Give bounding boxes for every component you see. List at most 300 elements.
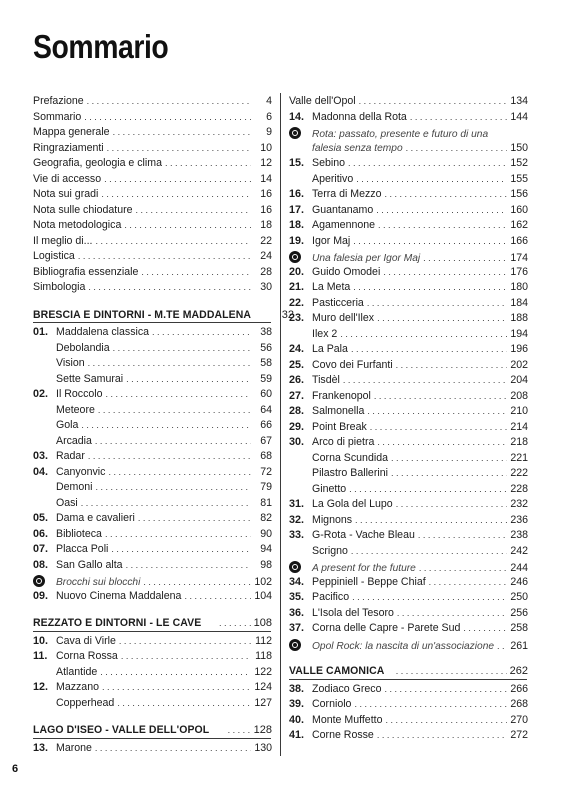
entry-number: 23. [289,312,305,324]
toc-entry[interactable] [289,265,528,281]
toc-entry[interactable] [289,513,528,529]
toc-entry[interactable] [33,280,272,296]
rope-badge-icon [289,127,301,139]
toc-entry[interactable] [289,358,528,374]
entry-label: Demoni [56,481,93,493]
toc-entry[interactable] [289,296,528,312]
toc-entry[interactable] [289,606,528,622]
entry-label: La Gola del Lupo [312,498,393,510]
entry-page: 196 [510,343,528,355]
dot-leader [121,649,251,665]
entry-page: 68 [260,450,272,462]
toc-entry[interactable] [289,311,528,327]
toc-entry[interactable] [289,637,528,653]
toc-entry[interactable] [33,249,272,265]
dot-leader [354,697,507,713]
toc-entry[interactable] [33,665,272,681]
entry-number: 35. [289,591,305,603]
dot-leader [117,696,251,712]
dot-leader [138,511,251,527]
toc-entry[interactable] [33,172,272,188]
toc-entry[interactable] [33,434,272,450]
entry-number: 12. [33,681,49,693]
entry-label: Maddalena classica [56,326,150,338]
dot-leader [351,342,507,358]
entry-page: 268 [510,698,528,710]
dot-leader [101,187,251,203]
entry-page: 160 [510,203,528,216]
entry-page: 16 [260,203,272,216]
toc-entry[interactable] [289,482,528,498]
toc-entry[interactable] [289,544,528,560]
entry-label: G-Rota - Vache Bleau [312,529,415,541]
dot-leader [95,741,251,757]
entry-page: 22 [260,234,272,247]
toc-entry-continuation[interactable] [289,141,528,157]
entry-page: 118 [255,650,272,662]
entry-label: Igor Maj [312,234,351,247]
entry-label: Agamennone [312,219,376,231]
entry-page: 228 [510,482,528,495]
toc-entry[interactable] [289,497,528,513]
entry-label: Prefazione [33,95,84,107]
toc-entry[interactable] [289,234,528,250]
entry-label: Scrigno [312,544,348,557]
entry-number: 20. [289,265,305,278]
toc-entry[interactable] [33,496,272,512]
entry-page: 250 [510,591,528,603]
entry-page: 16 [260,188,272,200]
toc-entry[interactable] [33,634,272,650]
toc-entry[interactable] [289,713,528,729]
entry-page: 67 [260,434,272,447]
entry-label: Corniolo [312,698,352,710]
entry-page: 127 [254,696,272,709]
entry-page: 272 [510,729,528,741]
entry-page: 104 [254,589,272,602]
entry-number: 09. [33,589,49,602]
dot-leader [374,389,507,405]
entry-page: 222 [510,467,528,479]
entry-page: 9 [266,126,272,138]
toc-entry[interactable] [33,511,272,527]
dot-leader [104,172,251,188]
entry-page: 58 [260,357,272,369]
entry-number: 14. [289,110,305,123]
dot-leader [377,728,507,744]
entry-label: Nota sulle chiodature [33,203,133,216]
entry-label: Brocchi sui blocchi [56,577,141,588]
entry-page: 188 [510,312,528,324]
dot-leader [219,616,251,632]
entry-number: 33. [289,529,305,541]
entry-label: San Gallo alta [56,558,123,571]
dot-leader [353,234,507,250]
section-gap [33,296,272,308]
entry-page: 28 [260,265,272,278]
entry-number: 15. [289,157,305,169]
entry-number: 19. [289,234,305,247]
toc-entry[interactable] [33,649,272,665]
toc-entry[interactable] [289,327,528,343]
entry-number: 17. [289,203,305,216]
entry-page: 90 [260,527,272,540]
toc-entry[interactable] [289,156,528,172]
dot-leader [397,606,507,622]
entry-page: 246 [510,575,528,588]
entry-number: 18. [289,219,305,231]
entry-label: Point Break [312,420,367,433]
entry-label: Oasi [56,496,78,509]
dot-leader [359,94,507,110]
toc-entry[interactable] [33,218,272,234]
toc-entry[interactable] [289,203,528,219]
dot-leader [228,723,251,739]
entry-page: 134 [510,95,528,107]
dot-leader [88,280,251,296]
toc-entry[interactable] [289,728,528,744]
toc-entry[interactable] [33,680,272,696]
entry-page: 59 [260,372,272,385]
entry-page: 238 [510,529,528,541]
entry-page: 10 [260,141,272,154]
section-gap [33,711,272,723]
entry-label: Ringraziamenti [33,141,104,154]
toc-entry[interactable] [33,403,272,419]
entry-number: 41. [289,729,305,741]
entry-label: LAGO D'ISEO - VALLE DELL'OPOL [33,724,210,736]
entry-page: 204 [510,374,528,386]
toc-entry[interactable] [289,110,528,126]
entry-number: 13. [33,741,49,754]
entry-page: 266 [510,682,528,695]
toc-entry[interactable] [289,187,528,203]
rope-badge-icon [33,575,45,587]
entry-label: Guantanamo [312,203,374,216]
toc-entry[interactable] [33,265,272,281]
entry-label: Simbologia [33,281,86,293]
toc-entry[interactable] [289,342,528,358]
toc-entry[interactable] [289,590,528,606]
entry-number: 11. [33,650,48,662]
toc-section[interactable] [289,664,528,680]
entry-label: La Meta [312,281,351,293]
entry-label: Gola [56,419,79,431]
toc-section[interactable] [33,723,272,739]
entry-label: L'Isola del Tesoro [312,606,394,619]
toc-column-right [289,94,528,744]
entry-page: 102 [254,576,272,588]
entry-label: Vision [56,357,85,369]
toc-entry[interactable] [33,110,272,126]
entry-page: 81 [260,496,272,509]
entry-label: Copperhead [56,696,115,709]
entry-number: 30. [289,436,305,448]
dot-leader [348,156,507,172]
dot-leader [418,528,507,544]
toc-entry[interactable] [289,389,528,405]
entry-label: Corna delle Capre - Parete Sud [312,622,461,634]
dot-leader [367,296,507,312]
dot-leader [396,664,507,680]
toc-entry[interactable] [33,341,272,357]
entry-page: 108 [253,617,272,629]
toc-entry[interactable] [289,528,528,544]
dot-leader [108,465,251,481]
toc-entry[interactable] [289,172,528,188]
entry-label: Pasticceria [312,296,364,309]
entry-number: 02. [33,388,49,400]
entry-label: Canyonvic [56,465,106,478]
toc-entry[interactable] [289,218,528,234]
dot-leader [105,527,251,543]
toc-entry[interactable] [289,621,528,637]
dot-leader [383,265,507,281]
entry-page: 64 [260,403,272,416]
entry-label-continuation: falesia senza tempo [312,142,403,154]
entry-marker [289,637,312,655]
toc-column-left [33,94,295,756]
entry-page: 244 [510,562,528,574]
entry-label: Peppiniell - Beppe Chiaf [312,575,426,588]
entry-page: 184 [510,296,528,309]
entry-number: 36. [289,606,305,619]
entry-label: Geografia, geologia e clima [33,157,162,169]
toc-entry[interactable] [33,527,272,543]
dot-leader [95,434,251,450]
entry-number: 03. [33,450,49,462]
dot-leader [352,590,507,606]
toc-entry[interactable] [289,466,528,482]
entry-number: 27. [289,389,305,402]
entry-label: Placca Poli [56,543,109,555]
toc-entry[interactable] [289,559,528,575]
entry-number: 28. [289,405,305,417]
entry-number: 08. [33,558,49,571]
entry-label: Biblioteca [56,527,102,540]
entry-label: Cava di Virle [56,634,116,647]
entry-page: 270 [510,713,528,726]
entry-page: 155 [510,172,528,185]
toc-entry[interactable] [289,373,528,389]
toc-entry[interactable] [289,420,528,436]
toc-entry[interactable] [33,449,272,465]
entry-label: Il Roccolo [56,388,103,400]
dot-leader [81,418,251,434]
dot-leader [88,356,251,372]
dot-leader [119,634,251,650]
toc-entry[interactable] [33,187,272,203]
entry-label: Muro dell'Ilex [312,312,375,324]
entry-page: 56 [260,341,272,354]
entry-label: Arco di pietra [312,436,375,448]
dot-leader [107,141,251,157]
toc-entry[interactable] [33,573,272,589]
entry-page: 162 [510,219,528,231]
entry-page: 261 [510,639,528,652]
entry-page: 12 [260,157,272,169]
entry-label: Frankenopol [312,389,371,402]
toc-entry[interactable] [33,741,272,757]
toc-entry[interactable] [33,156,272,172]
dot-leader [356,172,507,188]
entry-label: VALLE CAMONICA [289,665,385,677]
column-divider [280,93,281,756]
entry-label: Aperitivo [312,172,354,185]
toc-entry[interactable] [289,404,528,420]
entry-number: 34. [289,575,305,588]
toc-entry[interactable] [289,682,528,698]
toc-entry[interactable] [289,249,528,265]
entry-label: Vie di accesso [33,172,102,185]
entry-label: Pacifico [312,591,350,603]
entry-number: 10. [33,634,49,647]
dot-leader [396,358,507,374]
toc-entry[interactable] [33,125,272,141]
entry-page: 242 [510,544,528,557]
toc-entry[interactable] [33,372,272,388]
entry-page: 4 [266,95,272,107]
toc-entry[interactable] [289,451,528,467]
entry-number: 38. [289,682,305,695]
toc-entry[interactable] [33,203,272,219]
entry-number: 22. [289,296,305,309]
toc-entry[interactable] [33,480,272,496]
dot-leader [96,480,251,496]
entry-label: Mignons [312,513,353,526]
entry-page: 221 [510,451,528,464]
toc-entry[interactable] [33,94,272,110]
entry-page: 262 [509,665,528,677]
toc-entry[interactable] [33,558,272,574]
section-gap [33,604,272,616]
dot-leader [396,497,507,513]
toc-entry[interactable] [33,542,272,558]
toc-entry[interactable] [33,356,272,372]
toc-section[interactable] [33,616,272,632]
dot-leader [84,110,251,126]
toc-entry[interactable] [33,234,272,250]
entry-page: 30 [260,281,272,293]
entry-label: Nota metodologica [33,219,122,231]
rope-badge-icon [289,251,301,263]
dot-leader [87,94,251,110]
entry-number: 16. [289,188,305,200]
entry-page: 38 [260,326,272,338]
page-title: Sommario [33,28,169,65]
entry-label: Una falesia per Igor Maj [312,253,421,264]
entry-label: Corna Rossa [56,650,118,662]
dot-leader [370,420,507,436]
entry-page: 176 [510,265,528,278]
dot-leader [384,682,507,698]
entry-number: 25. [289,358,305,371]
toc-section[interactable] [33,308,295,324]
entry-page: 6 [266,110,272,123]
entry-label: REZZATO E DINTORNI - LE CAVE [33,617,202,629]
toc-entry[interactable] [33,325,272,341]
dot-leader [184,589,251,605]
entry-label: Ilex 2 [312,327,338,340]
dot-leader [152,325,251,341]
dot-leader [102,680,251,696]
entry-page: 152 [510,157,528,169]
dot-leader [113,341,251,357]
entry-label: A present for the future [312,563,416,574]
entry-label: Pilastro Ballerini [312,467,388,479]
toc-entry[interactable] [289,435,528,451]
entry-label: Covo dei Furfanti [312,358,393,371]
entry-label: Dama e cavalieri [56,512,135,524]
entry-page: 98 [260,558,272,571]
entry-page: 82 [260,512,272,524]
entry-label: Opol Rock: la nascita di un'associazione [312,640,495,652]
entry-label: Radar [56,450,85,462]
toc-entry[interactable] [289,697,528,713]
entry-page: 130 [254,741,272,754]
toc-entry[interactable] [289,125,528,141]
entry-label: Marone [56,741,92,754]
entry-number: 04. [33,465,49,478]
dot-leader [343,373,507,389]
dot-leader [141,265,251,281]
entry-page: 174 [510,252,528,264]
entry-label: Rota: passato, presente e futuro di una [312,129,489,140]
entry-page: 258 [510,622,528,634]
entry-label: Il meglio di... [33,234,93,247]
entry-label: Mappa generale [33,126,110,138]
dot-leader [165,156,251,172]
toc-entry[interactable] [33,589,272,605]
toc-entry[interactable] [289,94,528,110]
dot-leader [113,125,251,141]
dot-leader [377,435,507,451]
toc-entry[interactable] [289,575,528,591]
entry-label: Mazzano [56,681,99,693]
dot-leader [126,558,251,574]
entry-page: 150 [510,141,528,154]
toc-entry[interactable] [33,141,272,157]
entry-page: 124 [254,681,272,693]
dot-leader [81,496,251,512]
toc-entry[interactable] [33,418,272,434]
toc-entry[interactable] [289,280,528,296]
dot-leader [406,141,507,157]
entry-label: La Pala [312,343,348,355]
entry-number: 05. [33,512,49,524]
entry-page: 94 [260,543,272,555]
entry-label: Monte Muffetto [312,713,383,726]
entry-page: 128 [253,724,272,736]
entry-number: 32. [289,513,305,526]
entry-page: 256 [510,606,528,619]
dot-leader [385,713,507,729]
dot-leader [497,639,507,655]
entry-page: 202 [510,358,528,371]
entry-label: Guido Omodei [312,265,381,278]
entry-page: 210 [510,405,528,417]
dot-leader [351,544,507,560]
toc-entry[interactable] [33,696,272,712]
toc-entry[interactable] [33,465,272,481]
entry-label: Bibliografia essenziale [33,265,139,278]
entry-label: Madonna della Rota [312,110,407,123]
entry-page: 232 [510,498,528,510]
entry-number: 24. [289,343,305,355]
entry-number: 01. [33,326,49,338]
toc-entry[interactable] [33,387,272,403]
dot-leader [353,280,507,296]
